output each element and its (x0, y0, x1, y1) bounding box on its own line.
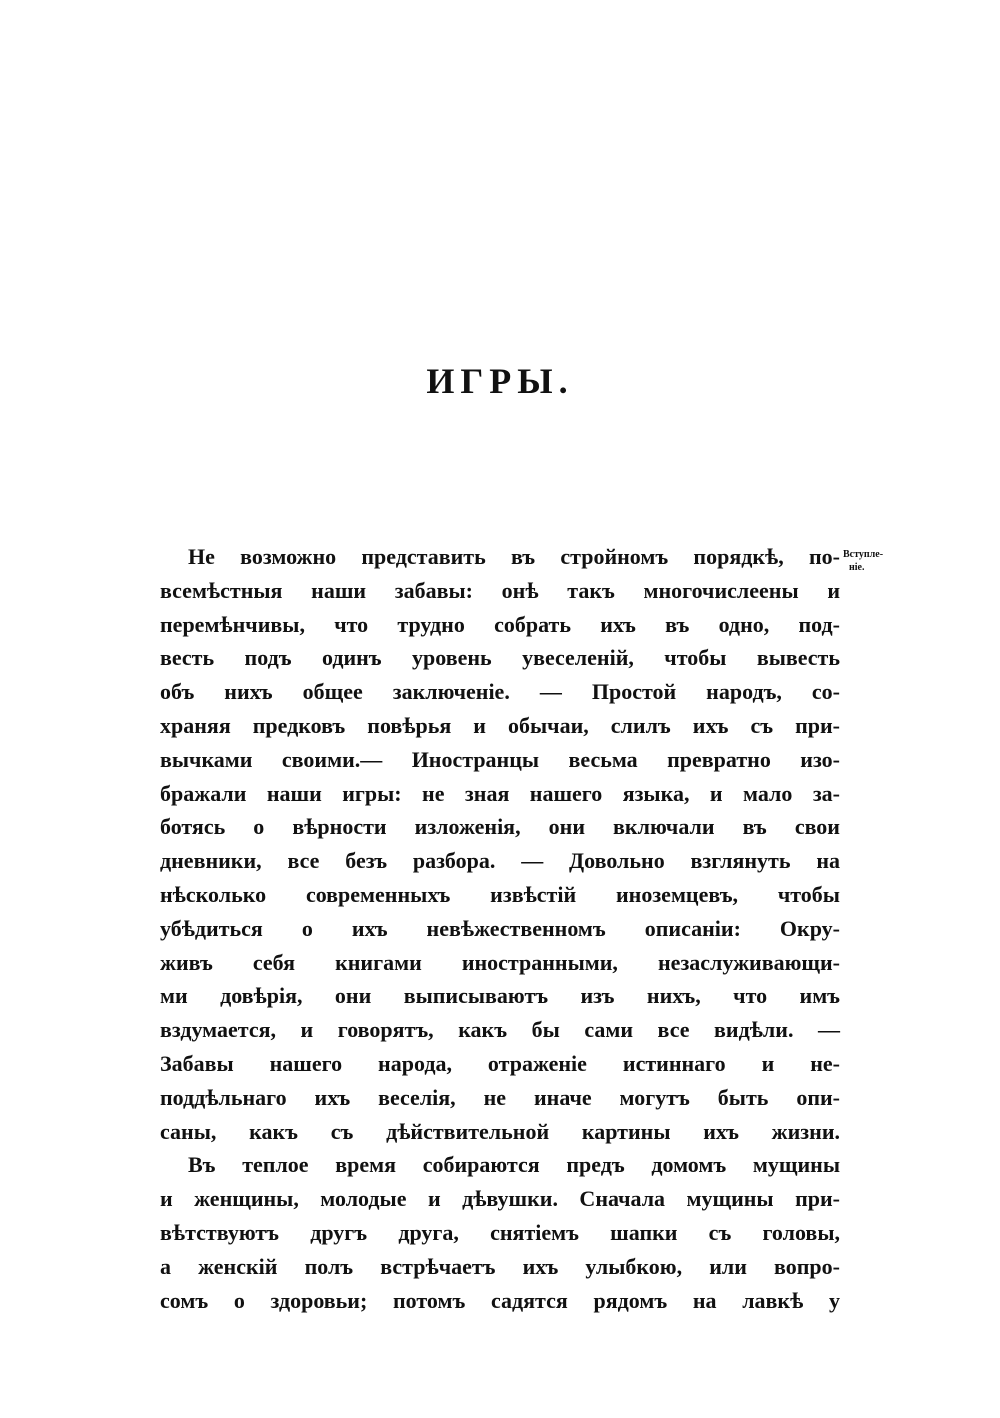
text-line: ми довѣрія, они выписываютъ изъ нихъ, что имъ (160, 983, 840, 1009)
text-line: вѣтствуютъ другъ друга, снятіемъ шапки съ головы, (160, 1219, 840, 1245)
text-line: дневники, все безъ разбора. — Довольно взглянуть на (160, 848, 840, 874)
text-line: нѣсколько современныхъ извѣстій иноземцевъ, чтобы (160, 881, 840, 907)
text-line: вздумается, и говорятъ, какъ бы сами все видѣли. — (160, 1017, 840, 1043)
body-text (160, 540, 840, 1317)
text-line: саны, какъ съ дѣйствительной картины ихъ жизни. (160, 1118, 840, 1144)
text-line: бражали наши игры: не зная нашего языка, и мало за- (160, 780, 840, 806)
text-line: храняя предковъ повѣрья и обычаи, слилъ ихъ съ при- (160, 712, 840, 738)
margin-note-line: Вступле- (843, 549, 884, 560)
text-line: убѣдиться о ихъ невѣжественномъ описаніи: Окру- (160, 915, 840, 941)
text-line: ботясь о вѣрности изложенія, они включали въ свои (160, 814, 840, 840)
text-line: а женскій полъ встрѣчаетъ ихъ улыбкою, или вопро- (160, 1253, 840, 1279)
text-line: и женщины, молодые и дѣвушки. Сначала мущины при- (160, 1186, 840, 1212)
text-line: весть подъ одинъ уровень увеселеній, чтобы вывесть (160, 645, 840, 671)
page-title: ИГРЫ. (426, 361, 574, 401)
text-line: всемѣстныя наши забавы: онѣ такъ многочислеены и (160, 577, 840, 603)
text-line: Забавы нашего народа, отраженіе истиннаго и не- (160, 1050, 840, 1076)
text-line: перемѣнчивы, что трудно собрать ихъ въ одно, под- (160, 611, 840, 637)
text-line: сомъ о здоровьи; потомъ садятся рядомъ на лавкѣ у (160, 1287, 840, 1313)
text-line: Въ теплое время собираются предъ домомъ мущины (188, 1152, 840, 1178)
margin-note (843, 548, 883, 574)
text-line: живъ себя книгами иностранными, незаслуживающи- (160, 949, 840, 975)
text-line: поддѣльнаго ихъ веселія, не иначе могутъ быть опи- (160, 1084, 840, 1110)
text-line: Не возможно представить въ стройномъ порядкѣ, по- (188, 544, 840, 569)
text-line: вычками своими.— Иностранцы весьма превратно изо- (160, 746, 840, 772)
margin-note-line: ніе. (849, 562, 865, 573)
text-line: объ нихъ общее заключеніе. — Простой народъ, со- (160, 679, 840, 705)
